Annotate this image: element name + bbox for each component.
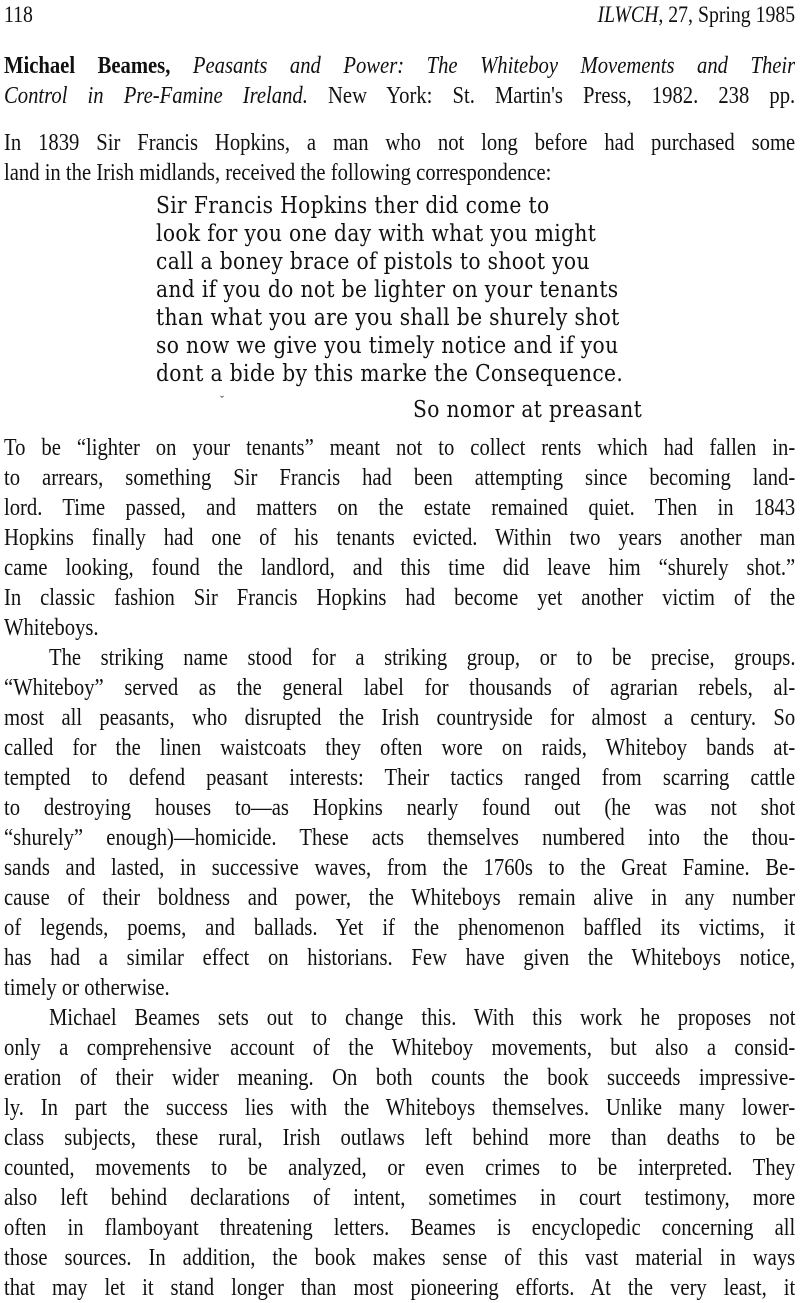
body-line: often in flamboyant threatening letters. Beames is encyclopedic concerning all xyxy=(4,1215,796,1241)
journal-issue: 27, Spring 1985 xyxy=(663,2,796,27)
review-heading-line-2 xyxy=(4,81,795,111)
body-line: tempted to defend peasant interests: Their tactics ranged from scarring cattle xyxy=(4,765,796,791)
body-line: class subjects, these rural, Irish outlaws left behind more than deaths to be xyxy=(4,1125,796,1151)
body-line: also left behind declarations of intent, sometimes in court testimony, more xyxy=(4,1185,796,1211)
body-line: Whiteboys. xyxy=(4,615,99,641)
letter-signature: So nomor at preasant xyxy=(413,397,643,423)
caret-mark: ˇ xyxy=(220,393,224,407)
intro-line: land in the Irish midlands, received the following correspondence: xyxy=(4,160,552,186)
body-line: sands and lasted, in successive waves, from the 1760s to the Great Famine. Be- xyxy=(4,855,796,881)
body-line: those sources. In addition, the book makes sense of this vast material in ways xyxy=(4,1245,796,1271)
letter-line: than what you are you shall be shurely shot xyxy=(156,305,620,331)
body-line: that may let it stand longer than most pioneering efforts. At the very least, it xyxy=(4,1275,796,1301)
body-line: In classic fashion Sir Francis Hopkins had become yet another victim of the xyxy=(4,585,796,611)
body-line: Hopkins finally had one of his tenants evicted. Within two years another man xyxy=(4,525,796,551)
letter-line: so now we give you timely notice and if you xyxy=(156,333,619,359)
intro-line: In 1839 Sir Francis Hopkins, a man who not long before had purchased some xyxy=(4,130,796,156)
body-line: “Whiteboy” served as the general label for thousands of agrarian rebels, al- xyxy=(4,675,796,701)
book-title-part-2: Control in Pre-Famine Ireland. xyxy=(4,83,308,109)
body-line: Michael Beames sets out to change this. With this work he proposes not xyxy=(49,1005,796,1031)
body-line: came looking, found the landlord, and this time did leave him “shurely shot.” xyxy=(4,555,796,581)
book-publication: New York: St. Martin's Press, 1982. 238 pp. xyxy=(307,83,796,109)
review-heading-line-1 xyxy=(4,51,795,81)
body-line: has had a similar effect on historians. Few have given the Whiteboys notice, xyxy=(4,945,796,971)
book-author: Michael Beames, xyxy=(4,53,171,79)
body-line: timely or otherwise. xyxy=(4,975,170,1001)
running-head xyxy=(4,0,795,30)
body-line: counted, movements to be analyzed, or even crimes to be interpreted. They xyxy=(4,1155,796,1181)
body-line: to arrears, something Sir Francis had been attempting since becoming land- xyxy=(4,465,796,491)
page-number: 118 xyxy=(4,2,33,27)
body-line: The striking name stood for a striking group, or to be precise, groups. xyxy=(49,645,796,671)
body-line: To be “lighter on your tenants” meant not to collect rents which had fallen in- xyxy=(4,435,796,461)
journal-citation xyxy=(598,0,796,30)
body-line: most all peasants, who disrupted the Irish countryside for almost a century. So xyxy=(4,705,796,731)
body-line: eration of their wider meaning. On both counts the book succeeds impressive- xyxy=(4,1065,796,1091)
body-line: to destroying houses to—as Hopkins nearly found out (he was not shot xyxy=(4,795,796,821)
body-line: called for the linen waistcoats they often wore on raids, Whiteboy bands at- xyxy=(4,735,796,761)
letter-line: dont a bide by this marke the Consequence. xyxy=(156,361,624,387)
letter-line: and if you do not be lighter on your tenants xyxy=(156,277,619,303)
book-title-part-1: Peasants and Power: The Whiteboy Movements and Their xyxy=(170,53,796,79)
body-line: cause of their boldness and power, the Whiteboys remain alive in any number xyxy=(4,885,796,911)
letter-line: Sir Francis Hopkins ther did come to xyxy=(156,193,550,219)
journal-name: ILWCH, xyxy=(597,2,664,27)
body-line: only a comprehensive account of the Whiteboy movements, but also a consid- xyxy=(4,1035,796,1061)
body-line: lord. Time passed, and matters on the estate remained quiet. Then in 1843 xyxy=(4,495,796,521)
body-line: “shurely” enough)—homicide. These acts themselves numbered into the thou- xyxy=(4,825,796,851)
letter-line: call a boney brace of pistols to shoot you xyxy=(156,249,590,275)
letter-line: look for you one day with what you might xyxy=(156,221,597,247)
body-line: of legends, poems, and ballads. Yet if the phenomenon baffled its victims, it xyxy=(4,915,796,941)
body-line: ly. In part the success lies with the Whiteboys themselves. Unlike many lower- xyxy=(4,1095,796,1121)
